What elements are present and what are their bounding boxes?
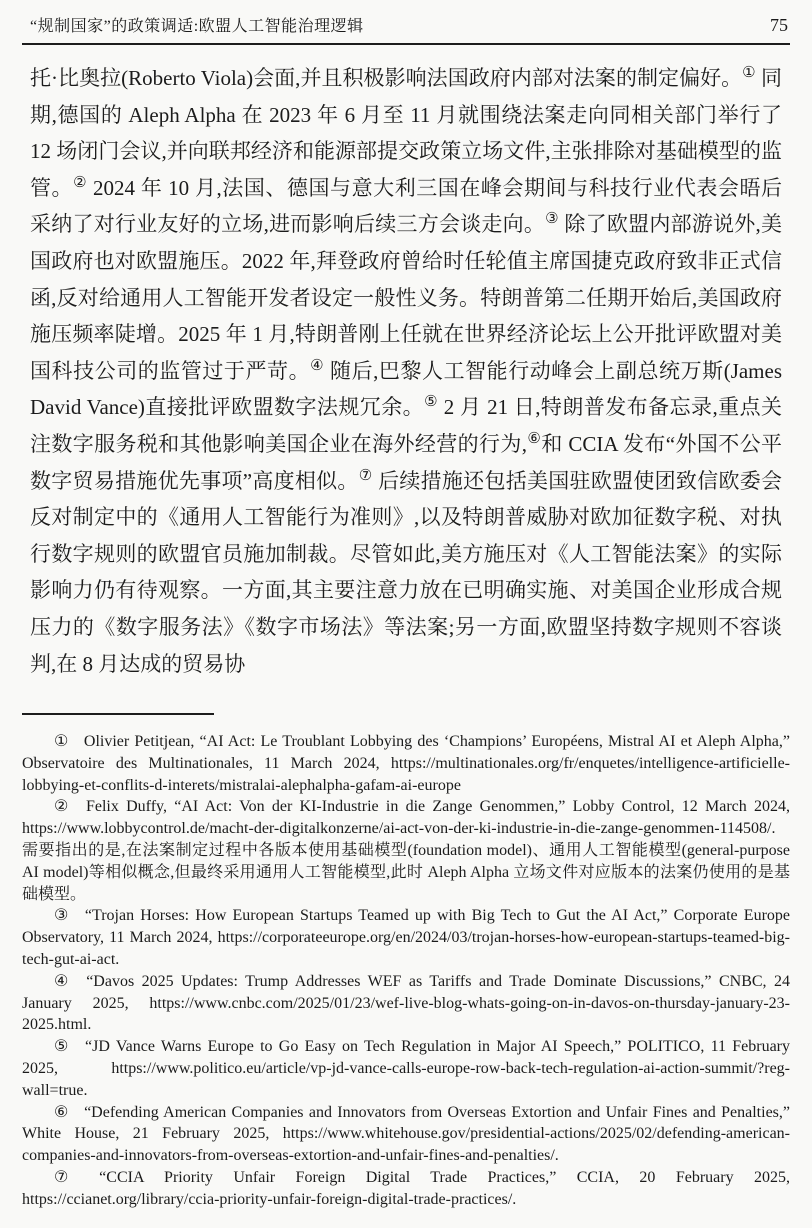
footnote-ref-marker: ⑦ — [358, 467, 373, 484]
footnote-item — [22, 971, 790, 1036]
body-text-run: 2 月 21 日,特朗普发布备忘录,重点关注数字服务税和其他影响美国企业在海外经营的行为, — [30, 395, 783, 456]
footnote-item — [22, 905, 790, 970]
footnote-marker: ⑤ — [54, 1038, 71, 1056]
footnote-item — [22, 731, 790, 796]
footnote-text: “JD Vance Warns Europe to Go Easy on Tech Regulation in Major AI Speech,” POLITICO, 11 February 2025, https://www.politico.eu/article/vp-jd-vance-calls-europe-row-back-tech-regulation-ai-action-summit/?reg-wall=true. — [22, 1038, 790, 1099]
footnote-ref-marker: ⑥ — [527, 430, 542, 447]
body-text-run: 同期,德国的 Aleph Alpha 在 2023 年 6 月至 11 月就围绕法案走向同相关部门举行了 12 场闭门会议,并向联邦经济和能源部提交政策立场文件,主张排除对基础模型的监管。 — [30, 66, 783, 200]
footnote-text: “Trojan Horses: How European Startups Teamed up with Big Tech to Gut the AI Act,” Corporate Europe Observatory, 11 March 2024, https://corporateeurope.org/en/2024/03/trojan-horses-how-european-startups-teamed-big-tech-gut-ai-act. — [22, 907, 791, 969]
footnote-text: Olivier Petitjean, “AI Act: Le Troublant Lobbying des ‘Champions’ Européens, Mistral AI et Aleph Alpha,” Observatoire des Multinationales, 11 March 2024, https://multinationales.org/fr/enquetes/intelligence-artificielle-lobbying-et-conflits-d-interets/mistralai-alephalpha-gafam-ai-europe — [22, 733, 791, 794]
footnote-ref-marker: ② — [73, 174, 88, 191]
footnote-ref-marker: ⑤ — [424, 394, 439, 411]
footnote-marker: ④ — [54, 972, 72, 990]
page-number: 75 — [770, 15, 788, 35]
footnote-divider — [22, 713, 214, 715]
footnote-marker: ⑦ — [54, 1169, 85, 1187]
footnote-marker: ② — [54, 798, 72, 816]
running-header-title: “规制国家”的政策调适:欧盟人工智能治理逻辑 — [30, 18, 364, 35]
body-text-run: 2024 年 10 月,法国、德国与意大利三国在峰会期间与科技行业代表会晤后采纳了对行业友好的立场,进而影响后续三方会谈走向。 — [30, 175, 783, 237]
footnote-text: Felix Duffy, “AI Act: Von der KI-Industrie in die Zange Genommen,” Lobby Control, 12 March 2024, https://www.lobbycontrol.de/macht-der-digitalkonzerne/ai-act-von-der-ki-industrie-in-die-zange-genommen-114508/. 需要指出的是,在法案制定过程中各版本使用基础模型(foundation model)、通用人工智能模型(general-purpose AI model)等相似概念,但最终采用通用人工智能模型,此时 Aleph Alpha 立场文件对应版本的法案仍使用的是基础模型。 — [22, 798, 791, 903]
footnote-text: “Davos 2025 Updates: Trump Addresses WEF as Tariffs and Trade Dominate Discussions,” CNBC, 24 January 2025, https://www.cnbc.com/2025/01/23/wef-live-blog-whats-going-on-in-davos-on-thursday-january-23-2025.html. — [22, 972, 791, 1034]
footnote-marker: ① — [54, 733, 70, 751]
body-paragraph — [30, 60, 782, 682]
header-rule — [22, 43, 790, 45]
footnote-item — [22, 1167, 790, 1211]
footnote-ref-marker: ③ — [545, 211, 559, 228]
page-header — [22, 0, 790, 36]
footnote-text: “CCIA Priority Unfair Foreign Digital Trade Practices,” CCIA, 20 February 2025, https://ccianet.org/library/ccia-priority-unfair-foreign-digital-trade-practices/. — [22, 1169, 791, 1208]
body-text-run: 后续措施还包括美国驻欧盟使团致信欧委会反对制定中的《通用人工智能行为准则》,以及特朗普威胁对欧加征数字税、对执行数字规则的欧盟官员施加制裁。尽管如此,美方施压对《人工智能法案》的实际影响力仍有待观察。一方面,其主要注意力放在已明确实施、对美国企业形成合规压力的《数字服务法》《数字市场法》等法案;另一方面,欧盟坚持数字规则不容谈判,在 8 月达成的贸易协 — [30, 468, 783, 676]
footnote-ref-marker: ④ — [310, 357, 325, 374]
body-text-run: 托·比奥拉(Roberto Viola)会面,并且积极影响法国政府内部对法案的制定偏好。 — [30, 66, 743, 90]
body-text-run: 和 CCIA 发布“外国不公平数字贸易措施优先事项”高度相似。 — [30, 431, 782, 493]
footnotes-section — [22, 731, 790, 1211]
body-text-run: 随后,巴黎人工智能行动峰会上副总统万斯(James David Vance)直接批评欧盟数字法规冗余。 — [30, 358, 783, 420]
footnote-text: “Defending American Companies and Innovators from Overseas Extortion and Unfair Fines and Penalties,” White House, 21 February 2025, https://www.whitehouse.gov/presidential-actions/2025/02/defending-american-companies-and-innovators-from-overseas-extortion-and-unfair-fines-and-penalties/. — [22, 1103, 791, 1165]
footnote-item — [22, 796, 790, 905]
footnote-marker: ③ — [54, 907, 71, 925]
body-text-run: 除了欧盟内部游说外,美国政府也对欧盟施压。2022 年,拜登政府曾给时任轮值主席国捷克政府致非正式信函,反对给通用人工智能开发者设定一般性义务。特朗普第二任期开始后,美国政府施压频率陡增。2025 年 1 月,特朗普刚上任就在世界经济论坛上公开批评欧盟对美国科技公司的监管过于严苛。 — [30, 212, 783, 383]
footnote-ref-marker: ① — [742, 65, 756, 81]
footnote-marker: ⑥ — [54, 1103, 70, 1121]
footnote-item — [22, 1036, 790, 1101]
footnote-item — [22, 1102, 790, 1167]
